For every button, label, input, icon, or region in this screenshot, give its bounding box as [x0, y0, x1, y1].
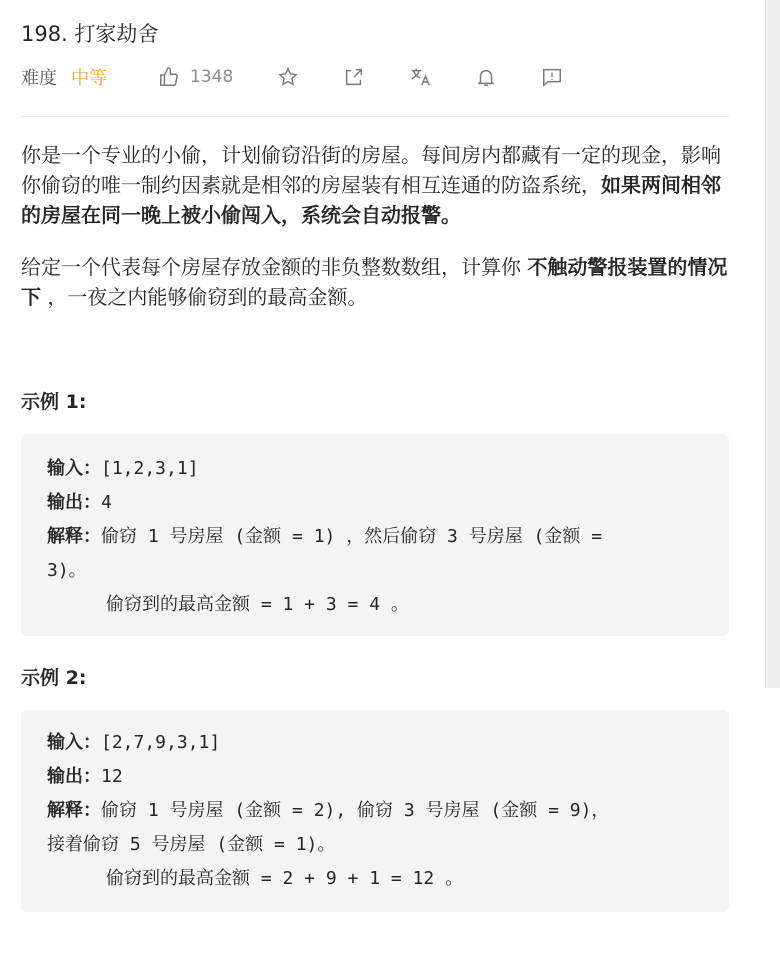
- example-1-input-line: [47, 452, 199, 486]
- explain-text: 偷窃 1 号房屋 (金额 = 1) ，然后偷窃 3 号房屋 (金额 =: [101, 526, 603, 547]
- feedback-button[interactable]: [541, 60, 563, 94]
- share-icon: [343, 66, 365, 88]
- likes-count: 1348: [190, 67, 234, 87]
- explain-label: 解释：: [47, 526, 101, 547]
- difficulty-badge: 中等: [71, 68, 107, 89]
- example-1-title: 示例 1:: [21, 391, 87, 413]
- output-value: 12: [101, 766, 123, 787]
- example-1-explain-cont: 3)。: [47, 560, 87, 581]
- example-2-input-line: [47, 726, 220, 760]
- example-1-output-line: [47, 486, 112, 520]
- feedback-icon: [541, 66, 563, 88]
- example-2-codeblock: [21, 710, 729, 912]
- description-text: 给定一个代表每个房屋存放金额的非负整数数组，计算你: [21, 255, 528, 279]
- problem-meta-bar: [21, 60, 729, 94]
- example-1-explain-line: [47, 520, 602, 554]
- thumbs-up-icon: [158, 66, 180, 88]
- translate-button[interactable]: [409, 60, 431, 94]
- input-value: [2,7,9,3,1]: [101, 732, 221, 753]
- example-2-explain-cont: 接着偷窃 5 号房屋 (金额 = 1)。: [47, 834, 336, 855]
- translate-icon: [409, 66, 431, 88]
- problem-title: 198. 打家劫舍: [21, 22, 159, 46]
- example-2-title: 示例 2:: [21, 667, 87, 689]
- example-1-explain-result: 偷窃到的最高金额 = 1 + 3 = 4 。: [106, 594, 409, 615]
- star-icon: [277, 66, 299, 88]
- example-1-codeblock: [21, 434, 729, 636]
- example-2-explain-result: 偷窃到的最高金额 = 2 + 9 + 1 = 12 。: [106, 868, 464, 889]
- input-value: [1,2,3,1]: [101, 458, 199, 479]
- description-text: 你是一个专业的小偷，计划偷窃沿街的房屋。每间房内都藏有一定的现金，影响你偷窃的唯一制约因素就是相邻的房屋装有相互连通的防盗系统，: [21, 143, 721, 197]
- explain-label: 解释：: [47, 800, 101, 821]
- notification-button[interactable]: [475, 60, 497, 94]
- description-bold-text: 如果两间相邻的房屋在同一晚上被小偷闯入，系统会自动报警。: [21, 173, 721, 227]
- vertical-scrollbar[interactable]: [765, 0, 780, 688]
- input-label: 输入：: [47, 458, 101, 479]
- description-paragraph-2: [21, 252, 733, 312]
- description-paragraph-1: [21, 140, 733, 230]
- favorite-button[interactable]: [277, 60, 299, 94]
- explain-text: 偷窃 1 号房屋 (金额 = 2), 偷窃 3 号房屋 (金额 = 9)，: [101, 800, 610, 821]
- output-label: 输出：: [47, 766, 101, 787]
- output-value: 4: [101, 492, 112, 513]
- bell-icon: [475, 66, 497, 88]
- output-label: 输出：: [47, 492, 101, 513]
- example-2-explain-line: [47, 794, 609, 828]
- divider: [21, 116, 729, 117]
- description-text: ，一夜之内能够偷窃到的最高金额。: [41, 285, 368, 309]
- difficulty-label: 难度: [21, 68, 57, 89]
- example-2-output-line: [47, 760, 123, 794]
- share-button[interactable]: [343, 60, 365, 94]
- like-button[interactable]: [158, 60, 233, 94]
- input-label: 输入：: [47, 732, 101, 753]
- description-bold-text: 不触动警报装置的情况下: [21, 255, 728, 309]
